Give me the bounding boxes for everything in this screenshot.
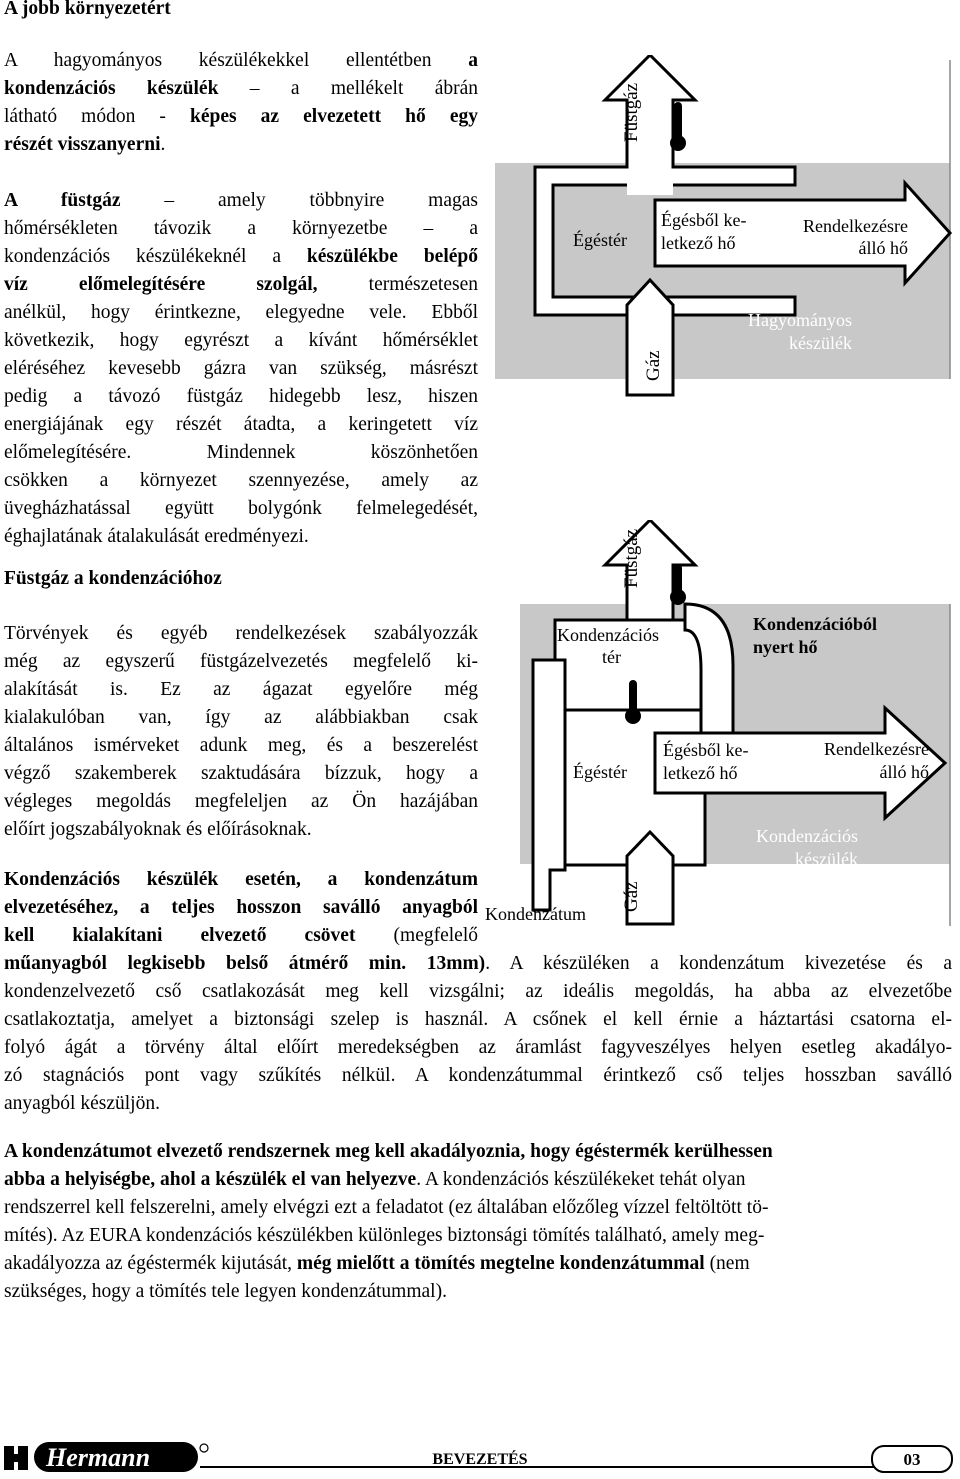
text-run: pedig a távozó füstgáz hidegebb lesz, hiszen — [4, 386, 478, 407]
paragraph-line — [4, 131, 165, 159]
registered-mark — [200, 1444, 208, 1452]
paragraph-line — [4, 1278, 447, 1306]
text-run: alakítását is. Ez az ágazat egyelőre még — [4, 679, 478, 700]
text-run: előírt jogszabályoknak és előírásoknak. — [4, 819, 312, 840]
bold-text: A kondenzátumot elvezető rendszernek meg kell akadályoznia, hogy égéstermék kerülhessen — [4, 1141, 773, 1162]
paragraph-line — [4, 103, 478, 131]
condensation-space-label-line2: tér — [602, 647, 621, 667]
paragraph-line — [4, 47, 478, 75]
paragraph-line — [4, 1062, 952, 1090]
footer-graphic — [4, 1438, 956, 1474]
bold-text: részét visszanyerni — [4, 134, 161, 155]
text-run: A hagyományos készülékekkel ellentétben — [4, 50, 469, 71]
paragraph-line — [4, 1138, 773, 1166]
text-run: szükséges, hogy a tömítés tele legyen kondenzátummal). — [4, 1281, 447, 1302]
text-run: eléréséhez kevesebb gázra van szükség, másrészt — [4, 358, 478, 379]
paragraph-line — [4, 732, 478, 760]
paragraph-line — [4, 467, 478, 495]
page-number: 03 — [903, 1450, 921, 1469]
condensate-drain — [533, 660, 565, 910]
page-footer — [4, 1438, 956, 1474]
text-run: kondenzációs készülékeknél a — [4, 246, 307, 267]
available-heat-label-line1: Rendelkezésre — [824, 739, 929, 759]
paragraph-line — [4, 439, 478, 467]
paragraph-line — [4, 271, 478, 299]
text-run: anélkül, hogy érintkezne, elegyedne vele. Ebből — [4, 302, 478, 323]
bold-text: műanyagból legkisebb belső átmérő min. 13mm) — [4, 953, 486, 974]
text-run: végző szakemberek szaktudására bízzuk, hogy a — [4, 763, 478, 784]
bold-text: a — [468, 50, 478, 71]
paragraph-line — [4, 1090, 160, 1118]
paragraph-line — [4, 383, 478, 411]
paragraph-line — [4, 299, 478, 327]
bold-text: Kondenzációs készülék esetén, a kondenzátum — [4, 869, 478, 890]
available-heat-label-line1: Rendelkezésre — [803, 216, 908, 236]
combustion-heat-label-line2: letkező hő — [663, 763, 738, 783]
text-run: kondenzelvezető cső csatlakozását meg kell vizsgálni; az ideális megoldás, ha abba az elvezetőbe — [4, 981, 952, 1002]
paragraph-line — [4, 950, 952, 978]
paragraph-line — [4, 894, 478, 922]
paragraph-line — [4, 411, 478, 439]
text-run: (megfelelő — [355, 925, 478, 946]
available-heat-label-line2: álló hő — [879, 762, 929, 782]
text-run: látható módon - — [4, 106, 190, 127]
flue-channel — [627, 175, 673, 195]
text-run: energiájának egy részét átadta, a keringetett víz — [4, 414, 478, 435]
bold-text: elvezetéséhez, a teljes hosszon saválló anyagból — [4, 897, 478, 918]
diagram-conventional-boiler — [495, 55, 955, 405]
available-heat-label-line2: álló hő — [858, 238, 908, 258]
text-run: . — [160, 134, 166, 155]
text-run: – a mellékelt ábrán — [218, 78, 478, 99]
hermann-logo: Hermann — [46, 1443, 151, 1472]
recovered-heat-label-line1: Kondenzációból — [753, 614, 878, 634]
paragraph-line — [4, 1194, 769, 1222]
section-heading-environment: A jobb környezetért — [4, 0, 171, 19]
recovered-heat-label-line2: nyert hő — [753, 637, 818, 657]
paragraph-line — [4, 187, 478, 215]
paragraph-line — [4, 1034, 952, 1062]
combustion-chamber-label: Égéstér — [573, 762, 627, 782]
device-type-label-line1: Hagyományos — [748, 310, 852, 330]
flue-gas-label: Füstgáz — [621, 82, 642, 142]
paragraph-line — [4, 816, 312, 844]
bold-text: kondenzációs készülék — [4, 78, 219, 99]
paragraph-line — [4, 760, 478, 788]
text-run: csatlakoztatja, amelyet a biztonsági szelep is használ. A csőnek el kell érnie a háztartási csatorna el- — [4, 1009, 952, 1030]
logo-mark — [14, 1454, 18, 1462]
paragraph-line — [4, 355, 478, 383]
text-run: végleges megoldás megfeleljen az Ön hazájában — [4, 791, 478, 812]
paragraph-line — [4, 215, 478, 243]
text-run: rendszerrel kell felszerelni, amely elvégzi ezt a feladatot (ez általában előzőleg vízzel feltöltött tö- — [4, 1197, 769, 1218]
condensate-label: Kondenzátum — [485, 904, 586, 924]
paragraph-line — [4, 704, 478, 732]
gas-label: Gáz — [643, 350, 664, 381]
device-type-label-line2: készülék — [789, 333, 852, 353]
text-run: . A készüléken a kondenzátum kivezetése és a — [485, 953, 952, 974]
combustion-heat-label-line2: letkező hő — [661, 233, 736, 253]
bold-text: abba a helyiségbe, ahol a készülék el van helyezve — [4, 1169, 417, 1190]
text-run: anyagból készüljön. — [4, 1093, 160, 1114]
paragraph-line — [4, 243, 478, 271]
flue-gas-label: Füstgáz — [621, 528, 642, 588]
text-run: előmelegítésére. Mindennek köszönhetően — [4, 442, 478, 463]
text-run: következik, hogy egyrészt a kívánt hőmérséklet — [4, 330, 478, 351]
text-run: folyó ágát a törvény által előírt meredekségben az áramlást fagyveszélyes helyen esetleg akadályo- — [4, 1037, 952, 1058]
paragraph-line — [4, 1006, 952, 1034]
paragraph-line — [4, 75, 478, 103]
text-run: zó stagnációs pont vagy szűkítés nélkül. A kondenzátummal érintkező cső teljes hosszban saválló — [4, 1065, 952, 1086]
paragraph-line — [4, 495, 478, 523]
device-type-label-line2: készülék — [795, 849, 858, 869]
paragraph-line — [4, 1222, 765, 1250]
bold-text: készülékbe belépő — [306, 246, 478, 267]
combustion-chamber-label: Égéstér — [573, 230, 627, 250]
text-run: . A kondenzációs készülékeket tehát olyan — [416, 1169, 746, 1190]
paragraph-line — [4, 523, 309, 551]
text-run: hőmérsékleten távozik a környezetbe – a — [4, 218, 478, 239]
paragraph-line — [4, 648, 478, 676]
combustion-heat-label-line1: Égésből ke- — [663, 740, 749, 760]
paragraph-line — [4, 866, 478, 894]
section-heading-flue-gas: Füstgáz a kondenzációhoz — [4, 568, 222, 589]
paragraph-line — [4, 922, 478, 950]
paragraph-line — [4, 1250, 750, 1278]
device-type-label-line1: Kondenzációs — [756, 826, 858, 846]
paragraph-line — [4, 788, 478, 816]
paragraph-line — [4, 620, 478, 648]
bold-text: A füstgáz — [4, 190, 121, 211]
text-run: akadályozza az égéstermék kijutását, — [4, 1253, 297, 1274]
text-run: üvegházhatással együtt bolygónk felmelegedését, — [4, 498, 478, 519]
text-run: természetesen — [317, 274, 479, 295]
logo-mark — [4, 1446, 14, 1470]
paragraph-line — [4, 676, 478, 704]
condensation-space-label-line1: Kondenzációs — [557, 625, 659, 645]
paragraph-line — [4, 978, 952, 1006]
bold-text: víz előmelegítésére szolgál, — [4, 274, 318, 295]
paragraph-line — [4, 327, 478, 355]
text-run: Törvények és egyéb rendelkezések szabályozzák — [4, 623, 478, 644]
text-run: – amely többnyire magas — [120, 190, 478, 211]
gas-label: Gáz — [621, 881, 642, 912]
bold-text: kell kialakítani elvezető csövet — [4, 925, 356, 946]
diagram-condensing-boiler — [485, 520, 957, 930]
text-run: csökken a környezet szennyezése, amely az — [4, 470, 478, 491]
bold-text: képes az elvezetett hő egy — [189, 106, 478, 127]
text-run: még az egyszerű füstgázelvezetés megfelelő ki- — [4, 651, 478, 672]
device-background — [495, 163, 950, 379]
logo-mark — [18, 1446, 28, 1470]
text-run: kialakulóban van, így az alábbiakban csak — [4, 707, 478, 728]
bold-text: még mielőtt a tömítés megtelne kondenzátummal — [296, 1253, 705, 1274]
text-run: (nem — [704, 1253, 750, 1274]
footer-section-title: BEVEZETÉS — [432, 1451, 528, 1468]
text-run: általános ismérveket adunk meg, és a beszerelést — [4, 735, 478, 756]
text-run: éghajlatának átalakulását eredményezi. — [4, 526, 309, 547]
combustion-heat-label-line1: Égésből ke- — [661, 210, 747, 230]
text-run: mítés). Az EURA kondenzációs készülékben különleges biztonsági tömítés található, amely meg- — [4, 1225, 765, 1246]
paragraph-line — [4, 1166, 746, 1194]
